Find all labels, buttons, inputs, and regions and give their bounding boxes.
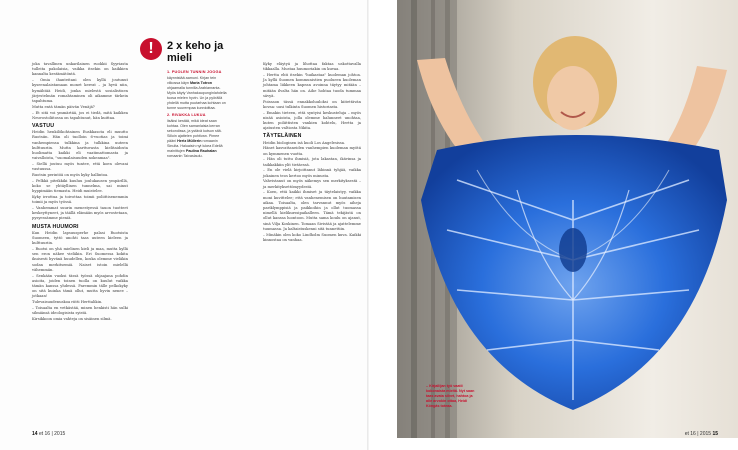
sidebar-name: Hertz Müllerin: [177, 139, 202, 143]
paragraph: – Senkään vuoksi tässä työssä ohjaajana pohdin asioita, joiden toinen tuolla on kuulut vaikka tämän kanssa yhdessä. Paremmin tälle pelkokyky on sitä kuinka tämä ollut, mutta hyvin nenee – jotkaan!: [32, 273, 128, 299]
sidebar-name: Paulina Rauhalan: [185, 149, 217, 153]
paragraph: Kirsikkoon omia vahteja on sisäinen silmä.: [32, 317, 112, 322]
sidebar-text: käynnistää aamuni. Kirjan tein viikossa käyn: [167, 76, 217, 85]
paragraph: – Hän oli tuttu ihmisiä, jota lakastan, ikävinsa ja taikkakkiin ylit tietäessä.: [263, 157, 361, 167]
paragraph: – Hertta ehti itsekin "huikastaa" kuoleman johtoa. Ja kyllä Suomen kommunistien puolueen kuoleman johtama liikkeen kapean avoinna täytyy mitään – mitään ilvalta hän on. Aihe hohtaa tuoda tummaa sävyä.: [263, 73, 361, 98]
paragraph: – Et sitä voi ymmärtää, jos ei tiedä, mitä kaikkea Neuvostoliitossa on tapahtunut, hän kuittaa.: [32, 110, 128, 120]
scarf-center: [559, 228, 587, 272]
paragraph: Tulevaisuudenuskoa riitti Herttalikin.: [32, 300, 103, 305]
paragraph: – Omia ihanteitani olen kyllä joutunut kyseenalaistamaan monet kerrat – ja hyvä niin, hymähtää Heidi, jonka mielestä sosialistisen järjestelmän romahtaminen oli aikamme tärkein tapahtuma.: [32, 78, 128, 104]
exclamation-icon: !: [140, 38, 162, 60]
subheading-musta-huumori: MUSTA HUUMORI: [32, 223, 79, 230]
paragraph: Heidin henkilökohtainen Euskkasota eli muutto Ruotsiin. Hän oli tuolloin 6-vuotias ja toimi vanhempiensa tulkkina ja tulkkina uuteen kulttuuriin. Mutta karttuvasta kielitaidosta huolimatta kaikki eli vaatimattomasta ja vaivalloista, "suomalaisuuden nokeamaa".: [32, 130, 128, 161]
paragraph: – Siellä joutuu myös tuntee, että koen olevani vastuussa.: [32, 162, 128, 172]
caption-text: – Kirjailijan työ vaatii kokonaista mieltä. Nyt saan taas avata silvet, hahtoa ja alle arvokin ottaa, Heidi Köngäs toteaa.: [426, 384, 475, 408]
paragraph: Kyky irrottua ja toivottaa toimii poliittisenemmin toimii ja myös työssä.: [32, 195, 128, 205]
sidebar-text-1: [167, 76, 227, 111]
paragraph: – Koen, että kaikki ihmiset ja täytelaistyy, vaikka moni kuvittelee; että vanhenemisen on huutamisen aikaa. Toisaalta, olen tarvannut myös aiheja pariklymppisiä ja paikkoihin ja ollut tuomassa nimellä kielikurssipaikalleen. Tämä tekijästä on ollut kanssa luontoon. Mutta sama koulu on ajanut, sinä Vilja Koskinen. Tomaan Sivistää ja ajattelemme tuumassa. Ja kaltaistuskenni sitä tunnettiin.: [263, 190, 361, 231]
sidebar-name: Maria Totron: [189, 81, 213, 85]
face: [547, 66, 599, 130]
paragraph: Heidin biologinen isä kuoli Los Angelesissa.: [263, 140, 346, 145]
sidebar-heading-2: 2. RIVAKKA LUKUA: [167, 113, 206, 117]
photo-caption: [426, 384, 478, 409]
paragraph: Hänet kasvattaneiden vanhempien kuoleman myötä on kymmenen vuotta.: [263, 146, 361, 156]
paragraph: Kyky eläytyä ja lihottaa faktaa uskottavalla tikkaalla. Mustaa huumoriakin on kuvaa.: [263, 62, 361, 72]
paragraph: – Toisaalta en vetkästää, minen henkisti hän sulki silmiänsä ideologisista syistä.: [32, 306, 128, 316]
sidebar-heading-1: 1. PUOLEN TUNNIN JOOGA: [167, 70, 222, 74]
sidebar-text: romaanin Sinulta. Haluaisin nyt lukea Edellä mainittujen: [167, 139, 223, 153]
paragraph: Poissaon tässä ennakkoluuloksi on kiitettävän kovaa: uusi tulkinta Suomen historiasta.: [263, 99, 361, 109]
paragraph: – Pelkkä pitrikkiki kuuluu joulukausen ympärillä, koko se yhtäyllinen tunnelma, sai minut hyppimään tiemasta. Heidi muistelee.: [32, 178, 128, 194]
portrait-photo: [397, 0, 738, 438]
magazine-issue-left: et 16 | 2015: [38, 431, 66, 437]
subheading-tayteläinen: TÄYTELÄINEN: [263, 133, 302, 140]
article-column-left: [32, 62, 128, 323]
folio-right: [685, 431, 718, 437]
magazine-issue-right: et 16 | 2015: [684, 431, 712, 437]
sidebar-text-2: [167, 119, 227, 159]
sidebar-title: 2 x keho ja mieli: [167, 40, 224, 64]
paragraph: – Ruotsi on yhä mielinen kieli ja maa, mutta kyllä sen eron näkee vieläkin. Eri Suomessa kokita ikuisesti hyvänä huudellen, koska olemme vieläkin sodan merkitsemiä. Naiset istoin mielellä vähemmän.: [32, 247, 128, 272]
folio-left: [32, 431, 65, 437]
paragraph: – Minäkin olen koko Lindholm Suomen kuva. Kaikki kinnostaa on vanhaa.: [263, 232, 361, 242]
sidebar-text: ohjaamalla tunnilla Arabianranta. Myös käyty Vanhakaupunginlahdella tuosa mielen hyvin. Un ja pyörällä yhdellä mutta puutarhaa kohtaan on tunne suurempaa kunnioittaa.: [167, 86, 227, 110]
paragraph: Kun Heidin lapsuusperhe palasi Ruotsista Suomeen, tyttö unohti taas uuteen kieleen ja kulttuuriin.: [32, 230, 128, 246]
page-number-left: 14: [32, 431, 38, 437]
paragraph: Mutta entä tämän päivän Venäjä?: [32, 104, 95, 109]
wall-stripe: [411, 0, 417, 438]
photo-illustration: [397, 0, 738, 438]
paragraph: – Emakin tieteen, että syntyisi keskusteluja – myös nisää asioista, jolla olemme halunneet unohtaa, kuten poliittisten vankien kohtelu, Hertta ja ajatusten valtiosta Nikita.: [263, 110, 361, 131]
page-number-right: 15: [712, 431, 718, 437]
article-column-right: [263, 62, 361, 244]
paragraph: – En ole vielä kirjoittanut lähinnä tyhjää, vaikka jokainen teos kertoo myös minusta.: [263, 168, 361, 178]
sidebar-body: [167, 68, 227, 161]
paragraph: – Vanhemmat suurin menestyessä tauon tuotteet keskeyttyneet, ja täällä elämään myös arvostetaan, pysyessämme pieniä.: [32, 206, 128, 221]
sidebar-text: romaanin Taivaslaulu.: [167, 154, 203, 158]
paragraph: joka tavallinen unkarilainen ruokkii Syyriasta tulleita pakolaisia, vaikka itsekin on kaikkien kannalta kestämätöntä.: [32, 62, 128, 77]
subheading-vastuu: VASTUU: [32, 123, 55, 130]
paragraph: Vahvistanut on myös näkemys sen merkityksestä – ja merkityksettömyydestä.: [263, 179, 361, 189]
sidebar-text: lisäksi kestää, mikä ideat saan kohtaa. Olen samanlaisia kerran sekondissa, ja ystävä kutsun sitä. Silloin ajattelen pohtivan. Pimee pääni: [167, 119, 222, 143]
paragraph: Ruotsin perintöä on myös kyky hallintoa.: [32, 173, 109, 178]
